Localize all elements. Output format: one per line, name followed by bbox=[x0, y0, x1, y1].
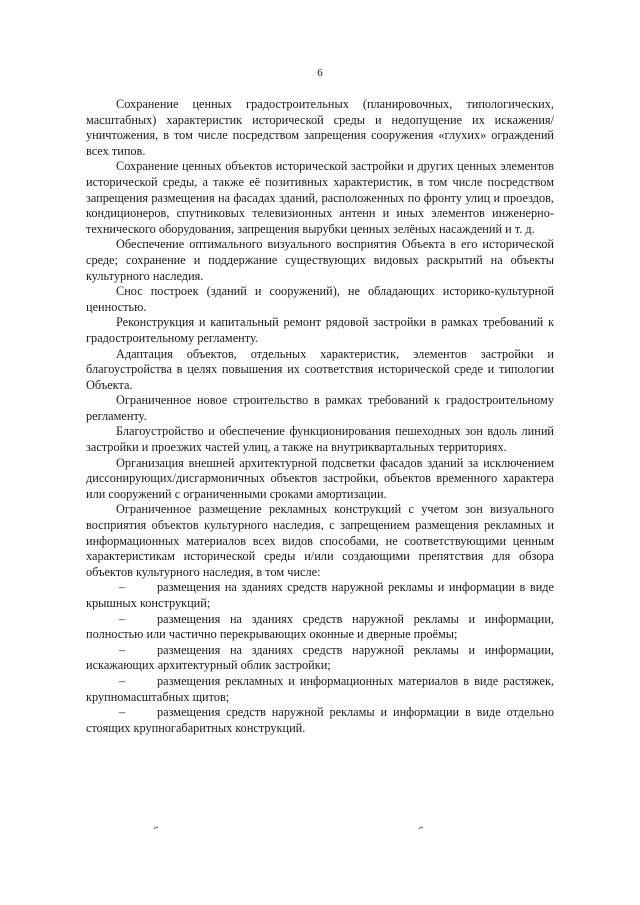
list-item bbox=[86, 705, 554, 736]
document-body bbox=[86, 97, 554, 736]
list-item bbox=[86, 580, 554, 611]
list-dash: – bbox=[119, 611, 126, 626]
paragraph: Организация внешней архитектурной подсветки фасадов зданий за исключением диссонирующих/дисгармоничных объектов застройки, объектов временного характера или сооружений с ограниченными сроками амортизации. bbox=[86, 455, 554, 501]
paragraph: Ограниченное размещение рекламных конструкций с учетом зон визуального восприятия объектов культурного наследия, с запрещением размещения рекламных и информационных материалов всех видов способами, не соответствующими ценным характеристикам исторической среды и/или создающими препятствия для обзора объектов культурного наследия, в том числе: bbox=[86, 502, 554, 579]
list-dash: – bbox=[119, 705, 126, 720]
list-dash: – bbox=[119, 642, 126, 657]
list-item-text: размещения рекламных и информационных материалов в виде растяжек, крупномасштабных щитов; bbox=[86, 673, 554, 704]
list-item bbox=[86, 643, 554, 674]
paragraph: Благоустройство и обеспечение функционирования пешеходных зон вдоль линий застройки и проезжих частей улиц, а также на внутриквартальных территориях. bbox=[86, 424, 554, 455]
paragraph: Сохранение ценных объектов исторической застройки и других ценных элементов исторической среды, а также её позитивных характеристик, в том числе посредством запрещения размещения на фасадах зданий, расположенных по фронту улиц и проездов, кондиционеров, спутниковых телевизионных антенн и иных элементов инженерно-технического оборудования, запрещения вырубки ценных зелёных насаждений и т. д. bbox=[86, 159, 554, 236]
paragraph: Обеспечение оптимального визуального восприятия Объекта в его исторической среде; сохранение и поддержание существующих видовых раскрытий на объекты культурного наследия. bbox=[86, 237, 554, 283]
list-dash: – bbox=[119, 673, 126, 688]
paragraph: Снос построек (зданий и сооружений), не обладающих историко-культурной ценностью. bbox=[86, 284, 554, 314]
paragraph: Реконструкция и капитальный ремонт рядовой застройки в рамках требований к градостроительному регламенту. bbox=[86, 315, 554, 345]
scan-mark bbox=[418, 826, 424, 830]
list-item bbox=[86, 674, 554, 705]
list-item-text: размещения средств наружной рекламы и информации в виде отдельно стоящих крупногабаритных конструкций. bbox=[86, 705, 554, 735]
list-item-text: размещения на зданиях средств наружной рекламы и информации, искажающих архитектурный облик застройки; bbox=[86, 642, 554, 673]
page-number: 6 bbox=[317, 67, 323, 79]
scan-mark bbox=[153, 826, 159, 830]
list-item bbox=[86, 612, 554, 643]
paragraph: Сохранение ценных градостроительных (планировочных, типологических, масштабных) характеристик исторической среды и недопущение их искажения/уничтожения, в том числе посредством запрещения сооружения «глухих» ограждений всех типов. bbox=[86, 97, 554, 158]
list-dash: – bbox=[119, 580, 126, 595]
paragraph: Ограниченное новое строительство в рамках требований к градостроительному регламенту. bbox=[86, 393, 554, 423]
paragraph: Адаптация объектов, отдельных характеристик, элементов застройки и благоустройства в целях повышения их соответствия исторической среде и типологии Объекта. bbox=[86, 346, 554, 392]
list-item-text: размещения на зданиях средств наружной рекламы и информации в виде крышных конструкций; bbox=[86, 580, 554, 610]
list-item-text: размещения на зданиях средств наружной рекламы и информации, полностью или частично перекрывающих оконные и дверные проёмы; bbox=[86, 611, 554, 642]
